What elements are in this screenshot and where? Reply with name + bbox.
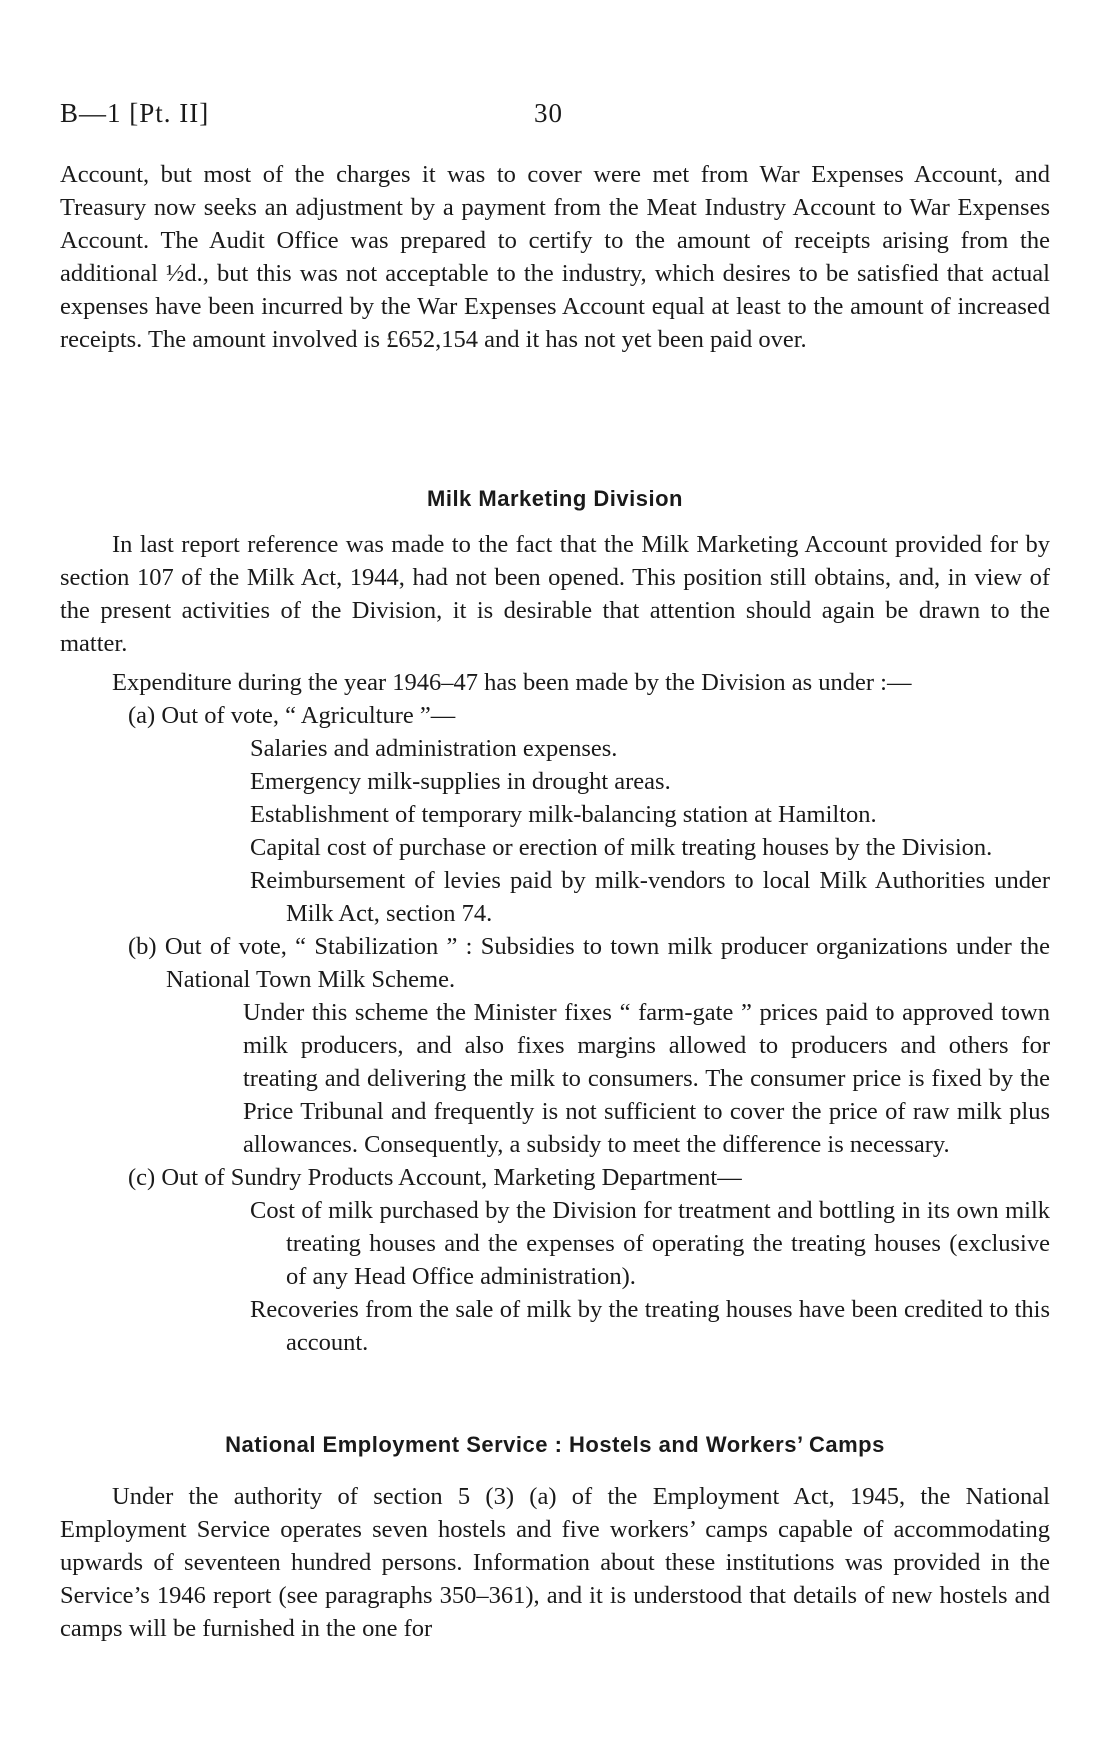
- document-reference: B—1 [Pt. II]: [60, 98, 210, 128]
- item-a-sub-1: Salaries and administration expenses.: [250, 735, 618, 762]
- nes-paragraph-1: Under the authority of section 5 (3) (a) of the Employment Act, 1945, the National Employment Service operates seven hostels and five workers’ camps capable of accommodating upwards of seventeen hundred persons. Information about these institutions was provided in the Service’s 1946 report (see paragraphs 350–361), and it is understood that details of new hostels and camps will be furnished in the one for: [60, 1483, 1050, 1642]
- page-number: 30: [534, 98, 563, 128]
- milk-section-body: [60, 528, 1050, 1359]
- item-a-sub-3: Establishment of temporary milk-balancing station at Hamilton.: [250, 801, 877, 828]
- item-b-heading: (b) Out of vote, “ Stabilization ” : Subsidies to town milk producer organizations under the National Town Milk Scheme.: [128, 933, 1050, 993]
- milk-paragraph-1: In last report reference was made to the fact that the Milk Marketing Account provided for by section 107 of the Milk Act, 1944, had not been opened. This position still obtains, and, in view of the present activities of the Division, it is desirable that attention should again be drawn to the matter.: [60, 531, 1050, 657]
- item-a-sub-4: Capital cost of purchase or erection of milk treating houses by the Division.: [250, 834, 993, 861]
- item-a-sub-5: Reimbursement of levies paid by milk-vendors to local Milk Authorities under Milk Act, section 74.: [250, 867, 1050, 927]
- milk-section-heading: Milk Marketing Division: [427, 486, 683, 511]
- item-c-sub-1: Cost of milk purchased by the Division for treatment and bottling in its own milk treating houses and the expenses of operating the treating houses (exclusive of any Head Office administration).: [250, 1197, 1050, 1290]
- item-a-heading: (a) Out of vote, “ Agriculture ”—: [128, 702, 456, 729]
- item-a-sub-2: Emergency milk-supplies in drought areas.: [250, 768, 671, 795]
- item-b-detail: Under this scheme the Minister fixes “ farm-gate ” prices paid to approved town milk producers, and also fixes margins allowed to producers and others for treating and delivering the milk to consumers. The consumer price is fixed by the Price Tribunal and frequently is not sufficient to cover the price of raw milk plus allowances. Consequently, a subsidy to meet the difference is necessary.: [243, 999, 1050, 1158]
- nes-section-heading: National Employment Service : Hostels and Workers’ Camps: [225, 1432, 885, 1457]
- item-c-heading: (c) Out of Sundry Products Account, Marketing Department—: [128, 1164, 742, 1191]
- item-c-sub-2: Recoveries from the sale of milk by the treating houses have been credited to this account.: [250, 1296, 1050, 1356]
- intro-paragraph: Account, but most of the charges it was to cover were met from War Expenses Account, and Treasury now seeks an adjustment by a payment from the Meat Industry Account to War Expenses Account. The Audit Office was prepared to certify to the amount of receipts arising from the additional ½d., but this was not acceptable to the industry, which desires to be satisfied that actual expenses have been incurred by the War Expenses Account equal at least to the amount of increased receipts. The amount involved is £652,154 and it has not yet been paid over.: [60, 161, 1050, 353]
- nes-section-body: [60, 1480, 1050, 1645]
- milk-paragraph-2: Expenditure during the year 1946–47 has been made by the Division as under :—: [112, 669, 912, 696]
